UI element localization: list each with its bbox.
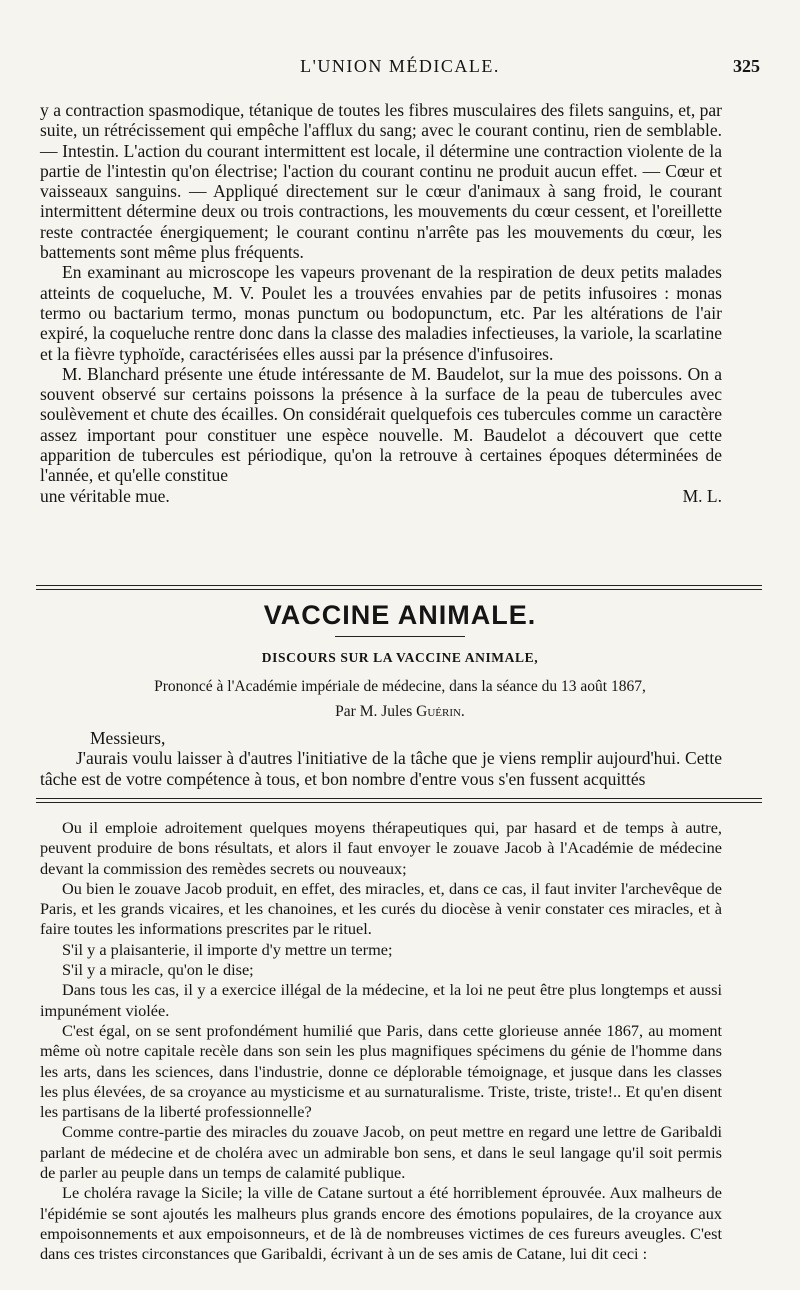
- paragraph-last-line: une véritable mue.: [40, 485, 170, 506]
- paragraph-garibaldi: Comme contre-partie des miracles du zouave Jacob, on peut mettre en regard une lettre de Garibaldi parlant de médecine et de choléra avec un admirable bon sens, et dans le seul langage qu'il soit permis de parler au peuple dans un temps de calamité publique.: [40, 1122, 722, 1183]
- paragraph-electricity: y a contraction spasmodique, tétanique de toutes les fibres musculaires des filets sanguins, et, par suite, un rétrécissement qui empêche l'afflux du sang; avec le courant continu, rien de semblable. — Intestin. L'action du courant intermittent est locale, il détermine une contraction violente de la partie de l'intestin qu'on électrise; l'action du courant continu ne produit aucun effet. — Cœur et vaisseaux sanguins. — Appliqué directement sur le cœur d'animaux à sang froid, le courant intermittent détermine deux ou trois contractions, les mouvements du cœur cessent, et l'oreillette reste contractée énergiquement; le courant continu n'arrête pas les mouvements du cœur, les battements sont même plus fréquents.: [40, 100, 722, 263]
- discourse-subtitle: DISCOURS SUR LA VACCINE ANIMALE,: [261, 650, 539, 665]
- paragraph-coqueluche: En examinant au microscope les vapeurs provenant de la respiration de deux petits malades atteints de coqueluche, M. V. Poulet les a trouvées envahies par de petits infusoires : monas termo ou bactarium termo, monas punctum ou bodopunctum, etc. Par les altérations de l'air expiré, la coqueluche rentre donc dans la classe des maladies infectieuses, la variole, la scarlatine et la fièvre typhoïde, caractérisées elles aussi par la présence d'infusoires.: [40, 262, 722, 364]
- paragraph-exercice-illegal: Dans tous les cas, il y a exercice illégal de la médecine, et la loi ne peut être plus longtemps et aussi impunément violée.: [40, 980, 722, 1020]
- paragraph-miracle: S'il y a miracle, qu'on le dise;: [62, 960, 254, 980]
- signature: M. L.: [682, 485, 722, 506]
- paragraph-cholera: Le choléra ravage la Sicile; la ville de Catane surtout a été horriblement éprouvée. Aux malheurs de l'épidémie se sont ajoutés les malheurs plus grands encore des émotions populaires, de la croyance aux empoisonnements et aux empoisonneurs, et de là de nombreuses victimes de ces fureurs aveugles. C'est dans ces tristes circonstances que Garibaldi, écrivant à un de ses amis de Catane, lui dit ceci :: [40, 1183, 722, 1264]
- author-name: Guérin.: [416, 703, 465, 720]
- section-divider-bottom: [36, 798, 762, 799]
- author-line: [0, 703, 800, 721]
- title-underline: [335, 636, 465, 637]
- intro-paragraph: J'aurais voulu laisser à d'autres l'initiative de la tâche que je viens remplir aujourd'hui. Cette tâche est de votre compétence à tous, et bon nombre d'entre vous s'en fussent acquittés: [40, 748, 722, 789]
- paragraph-mue-des-poissons: M. Blanchard présente une étude intéressante de M. Baudelot, sur la mue des poissons. On a souvent observé sur certains poissons la présence à la surface de la peau de tubercules avec soulèvement et chute des écailles. On considérait quelquefois ces tubercules comme un caractère assez important pour constituer une espèce nouvelle. M. Baudelot a découvert que cette apparition de tubercules est périodique, qu'on la retrouve à certaines époques déterminées de l'année, et qu'elle constitue: [40, 363, 722, 486]
- section-divider-top: [36, 585, 762, 586]
- running-header: [40, 56, 760, 82]
- lower-article: [40, 818, 722, 1265]
- session-line: Prononcé à l'Académie impériale de médecine, dans la séance du 13 août 1867,: [154, 678, 646, 695]
- discourse-intro: [40, 728, 722, 789]
- section-title: VACCINE ANIMALE.: [263, 600, 537, 630]
- salutation: Messieurs,: [90, 728, 166, 748]
- section-divider-top-thin: [36, 589, 762, 590]
- closing-line: [40, 486, 722, 506]
- author-prefix: Par M. Jules: [335, 703, 413, 720]
- paragraph-plaisanterie: S'il y a plaisanterie, il importe d'y mettre un terme;: [62, 939, 393, 959]
- section-divider-bottom-thin: [36, 802, 762, 803]
- paragraph-commission: Ou il emploie adroitement quelques moyens thérapeutiques qui, par hasard et de temps à autre, peuvent produire de bons résultats, et alors il faut envoyer le zouave Jacob à l'Académie de médecine devant la commission des remèdes secrets ou nouveaux;: [40, 818, 722, 878]
- upper-article: [40, 100, 722, 506]
- page-number: 325: [733, 56, 760, 76]
- journal-title: L'UNION MÉDICALE.: [300, 56, 500, 76]
- paragraph-humilie: C'est égal, on se sent profondément humilié que Paris, dans cette glorieuse année 1867, au moment même où notre capitale recèle dans son sein les plus magnifiques spécimens du génie de l'homme dans les arts, dans les sciences, dans l'industrie, donne ce déplorable témoignage, et jusque dans les classes les plus élevées, de sa croyance au mysticisme et au surnaturalisme. Triste, triste, triste!.. Et qu'en disent les partisans de la liberté professionnelle?: [40, 1020, 722, 1122]
- paragraph-miracles: Ou bien le zouave Jacob produit, en effet, des miracles, et, dans ce cas, il faut inviter l'archevêque de Paris, et les grands vicaires, et les chanoines, et les curés du diocèse à venir constater ces miracles, et à faire toutes les informations prescrites par le rituel.: [40, 878, 722, 939]
